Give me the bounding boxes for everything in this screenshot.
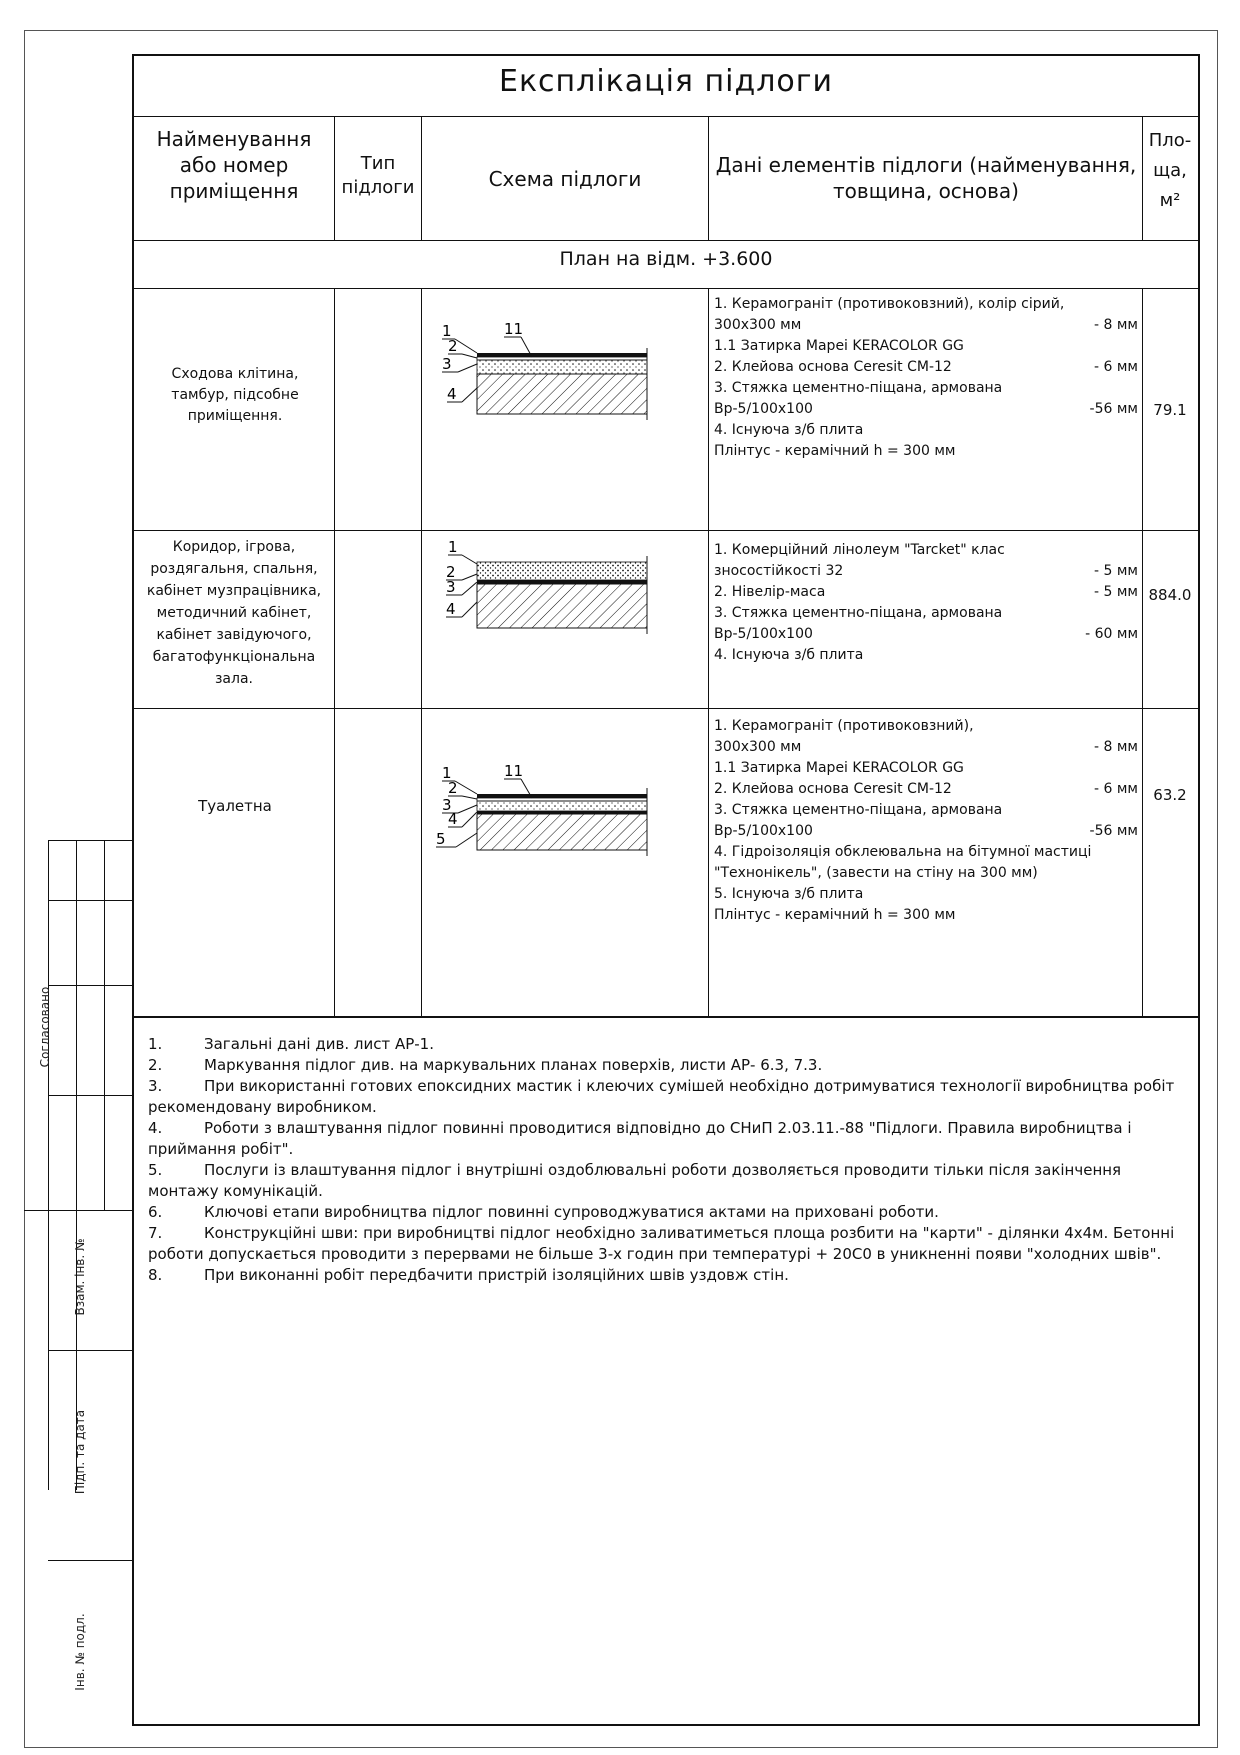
scheme-label: 4	[446, 600, 456, 618]
room-name: Сходова клітина, тамбур, підсобне приміщення.	[171, 366, 299, 424]
floor-spec: 1. Керамограніт (противоковзний), колір сірий, 300x300 мм - 8 мм 1.1 Затирка Mapei KERACOLOR GG 2. Клейова основа Ceresit CM-12 - 6 мм 3. Стяжка цементно-піщана, армована Вр-5/100х100 -56 мм 4. Існуюча з/б плита Плінтус - керамічний h = 300 мм	[714, 296, 1138, 459]
floor-area: 63.2	[1153, 786, 1187, 804]
side-label-inv-replace: Взам. інв. №	[73, 1238, 87, 1316]
note-item: 7. Конструкційні шви: при виробництві підлог необхідно заливатиметься площа розбити на "карти" - ділянки 4х4м. Бетонні роботи допускається проводити з перервами не більше 3-х годин при температурі + 20С0 в уникненні появи "холодних швів".	[148, 1224, 1175, 1263]
floor-scheme	[422, 534, 706, 654]
scheme-label: 3	[442, 355, 452, 373]
scheme-label: 4	[447, 385, 457, 403]
page-title: Експлікація підлоги	[498, 64, 833, 99]
header-area: Пло-ща, м²	[1148, 130, 1192, 211]
scheme-label: 11	[504, 320, 524, 338]
room-name: Туалетна	[198, 797, 272, 815]
general-notes	[148, 1034, 1188, 1286]
scheme-label: 5	[436, 830, 446, 848]
note-item: 4. Роботи з влаштування підлог повинні проводитися відповідно до СНиП 2.03.11.-88 "Підлоги. Правила виробництва і приймання робіт".	[148, 1119, 1132, 1158]
note-item: 8. При виконанні робіт передбачити пристрій ізоляційних швів уздовж стін.	[148, 1266, 789, 1284]
section-title: План на відм. +3.600	[559, 248, 773, 270]
header-elements: Дані елементів підлоги (найменування, товщина, основа)	[715, 153, 1137, 203]
scheme-label: 2	[448, 337, 458, 355]
room-name: Коридор, ігрова, роздягальня, спальня, кабінет музпрацівника, методичний кабінет, кабінет завідуючого, багатофункціональна зала.	[146, 539, 322, 687]
scheme-label: 4	[448, 810, 458, 828]
scheme-label: 11	[504, 762, 524, 780]
scheme-label: 3	[446, 578, 456, 596]
note-item: 1. Загальні дані див. лист АР-1.	[148, 1035, 434, 1053]
header-room: Найменування або номер приміщення	[156, 127, 312, 203]
note-item: 3. При використанні готових епоксидних мастик і клеючих сумішей необхідно дотримуватися технології виробництва робіт рекомендовану виробником.	[148, 1077, 1175, 1116]
header-type: Тип підлоги	[341, 153, 415, 198]
floor-explication-sheet	[132, 54, 1200, 1726]
floor-spec: 1. Керамограніт (противоковзний), 300x300 мм - 8 мм 1.1 Затирка Mapei KERACOLOR GG 2. Клейова основа Ceresit CM-12 - 6 мм 3. Стяжка цементно-піщана, армована Вр-5/100х100 -56 мм 4. Гідроізоляція обклеювальна на бітумної мастиці "Технонікель", (завести на стіну на 300 мм) 5. Існуюча з/б плита Плінтус - керамічний h = 300 мм	[714, 718, 1138, 923]
scheme-label: 2	[446, 563, 456, 581]
side-label-inv-orig: Інв. № подл.	[73, 1613, 87, 1691]
header-scheme: Схема підлоги	[488, 167, 642, 191]
scheme-label: 1	[448, 538, 458, 556]
side-label-sign-date: Підп. та дата	[73, 1409, 87, 1495]
note-item: 5. Послуги із влаштування підлог і внутрішні оздоблювальні роботи дозволяється проводити тільки після закінчення монтажу комунікацій.	[148, 1161, 1122, 1200]
scheme-label: 1	[442, 764, 452, 782]
scheme-label: 1	[442, 322, 452, 340]
scheme-label: 3	[442, 796, 452, 814]
floor-scheme	[422, 738, 706, 878]
note-item: 2. Маркування підлог див. на маркувальних планах поверхів, листи АР- 6.3, 7.3.	[148, 1056, 823, 1074]
floor-scheme	[422, 296, 706, 436]
note-item: 6. Ключові етапи виробництва підлог повинні супроводжуватися актами на приховані роботи.	[148, 1203, 939, 1221]
scheme-label: 2	[448, 779, 458, 797]
floor-area: 884.0	[1148, 586, 1192, 604]
floor-spec: 1. Комерційний лінолеум "Tarcket" клас зносостійкості 32 - 5 мм 2. Нівелір-маса - 5 мм 3. Стяжка цементно-піщана, армована Вр-5/100х100 - 60 мм 4. Існуюча з/б плита	[714, 542, 1138, 663]
side-label-agreed: Согласовано	[38, 986, 52, 1068]
floor-area: 79.1	[1153, 401, 1187, 419]
